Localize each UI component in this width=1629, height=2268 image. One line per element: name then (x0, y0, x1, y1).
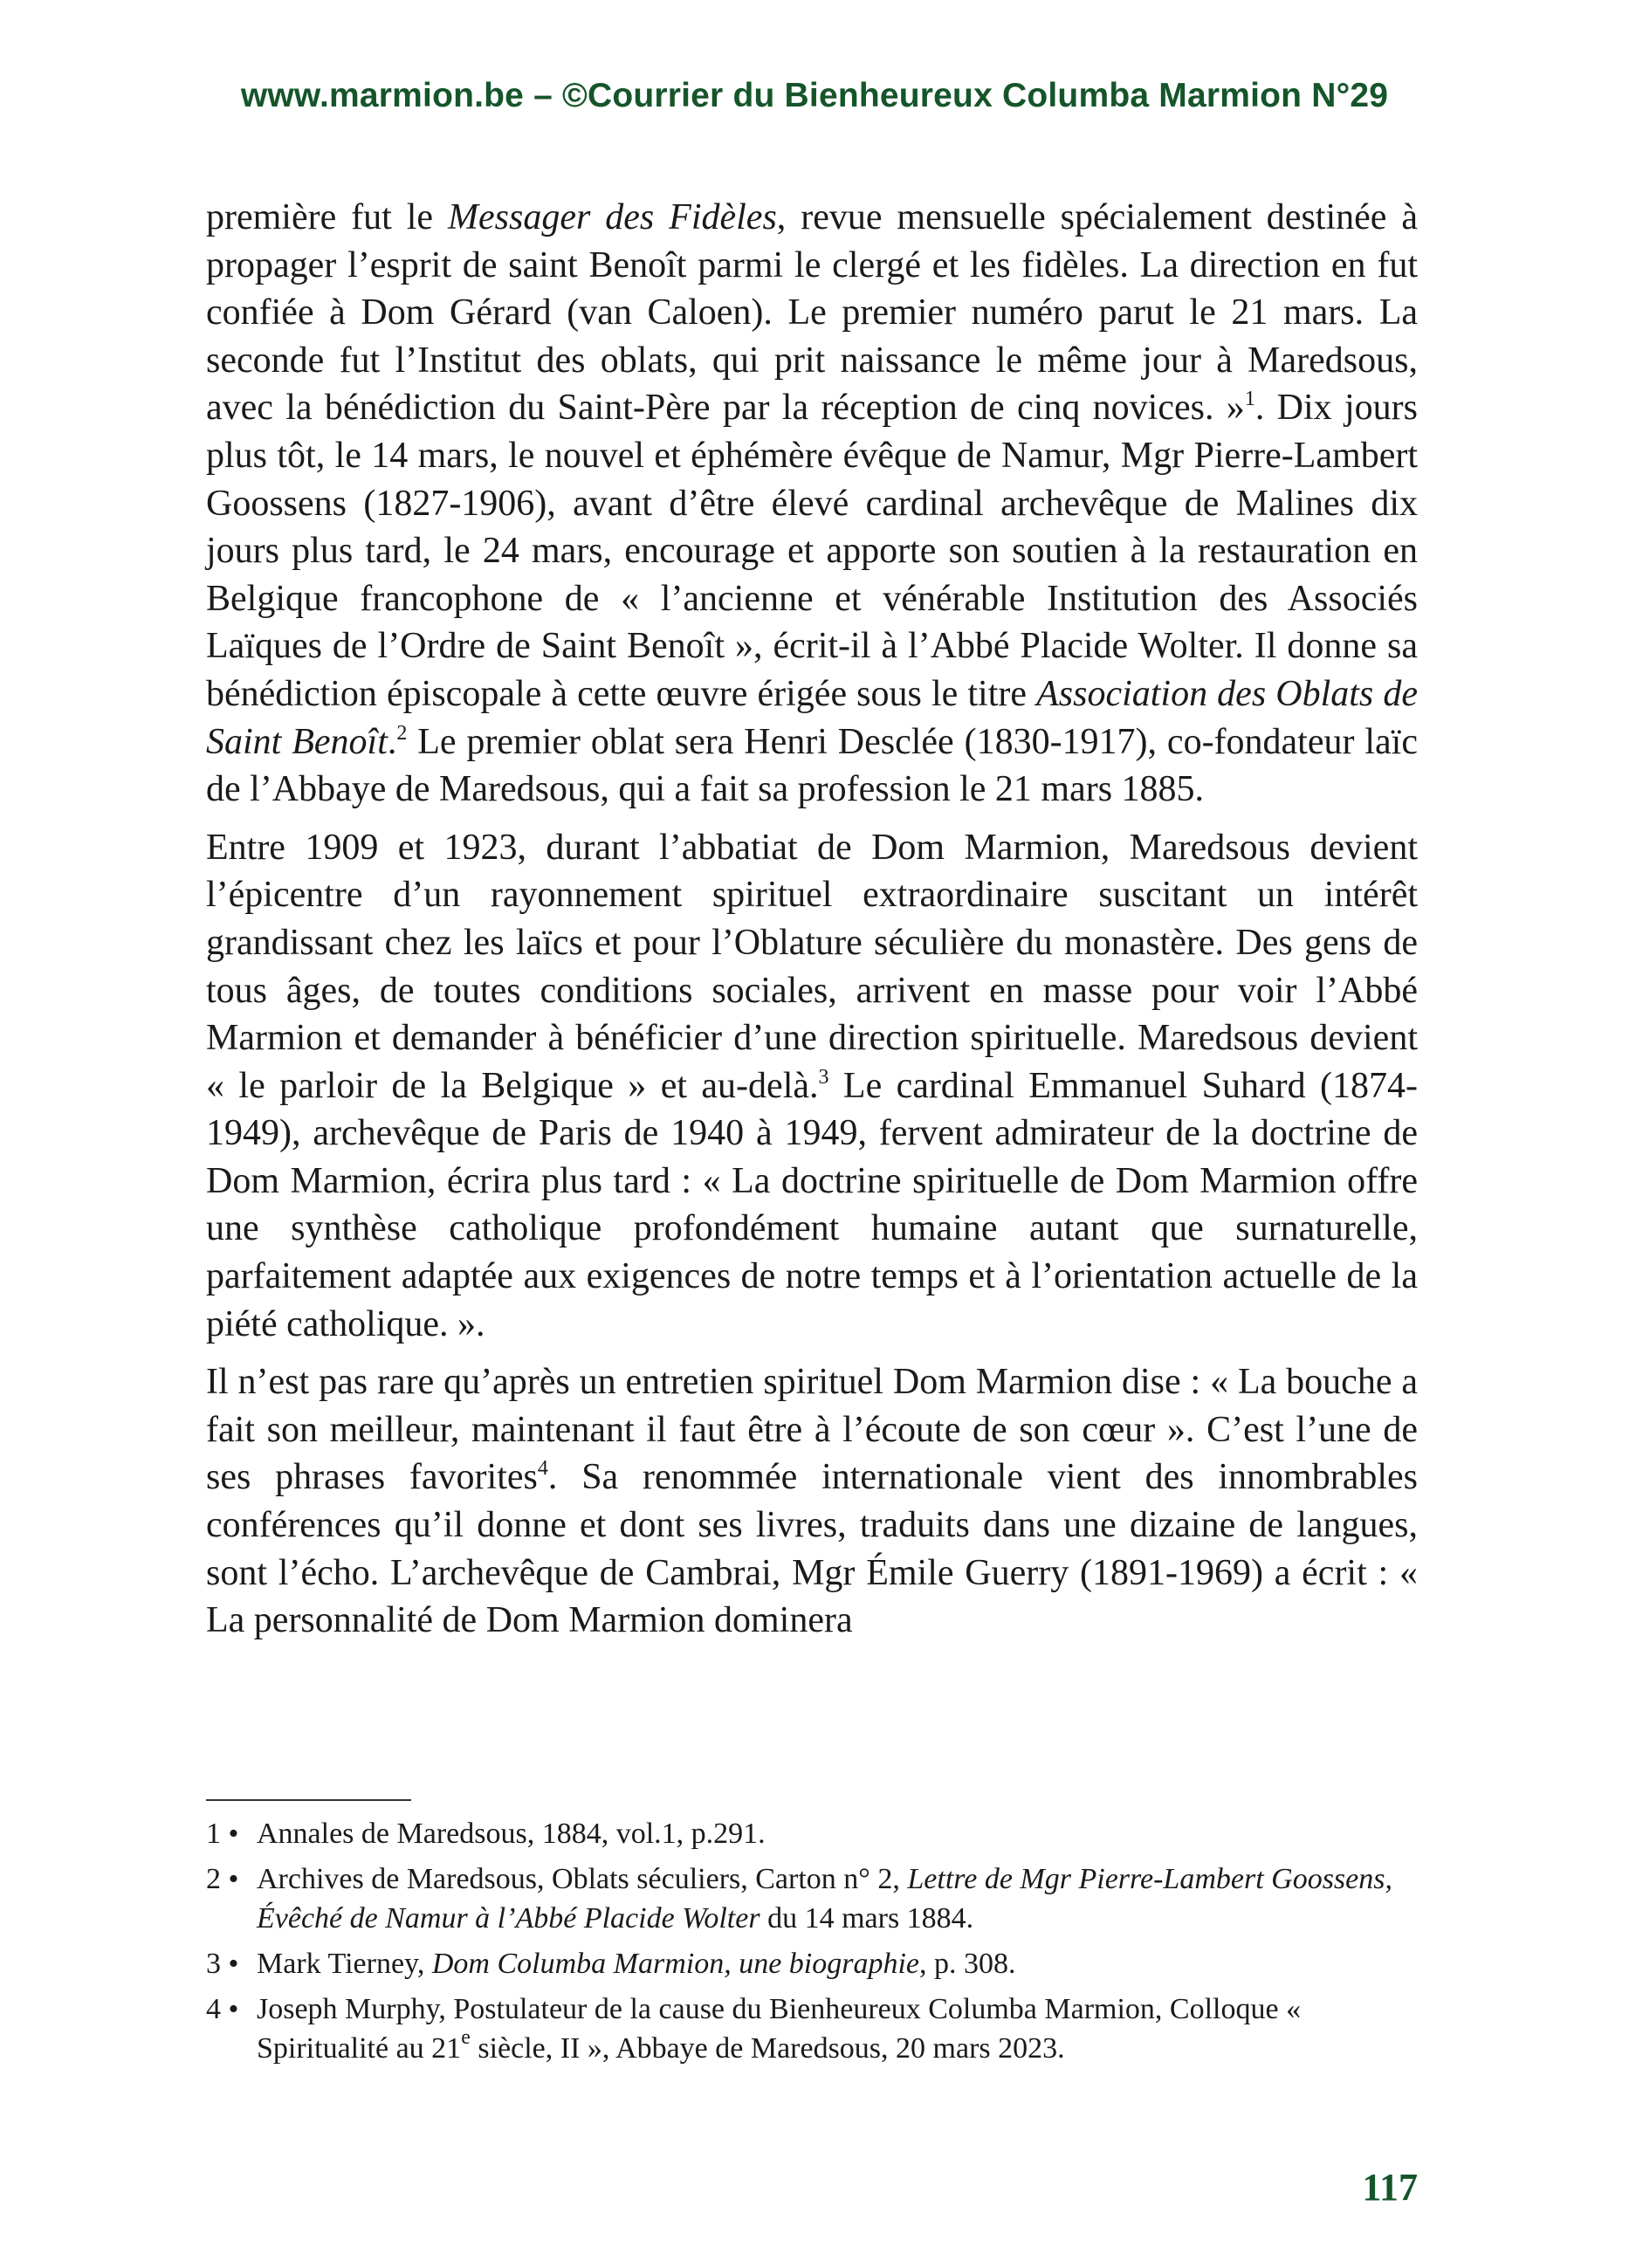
footnote-text: Joseph Murphy, Postulateur de la cause du Bienheureux Columba Marmion, Colloque « Spiritualité au 21 (257, 1993, 1302, 2065)
p3-text-a: Il n’est pas rare qu’après un entretien spirituel Dom Marmion dise : « La bouche a fait son meilleur, maintenant il faut être à l’écoute de son cœur ». C’est l’une de ses phrases favorites (206, 1362, 1418, 1498)
footnote-divider (206, 1799, 411, 1801)
paragraph-1 (206, 194, 1418, 814)
footnote-text: du 14 mars 1884. (760, 1902, 974, 1935)
footnote-number: 2 • (206, 1863, 239, 1895)
footnote-text: , p. 308. (919, 1948, 1016, 1980)
p1-text-e: Le premier oblat sera Henri Desclée (1830-1917), co-fondateur laïc de l’Abbaye de Maredsous, qui a fait sa profession le 21 mars 1885. (206, 721, 1418, 810)
footnote-number: 3 • (206, 1948, 239, 1980)
footnote-2 (206, 1859, 1428, 1938)
p1-text-a: première fut le (206, 197, 449, 237)
footnote-text: Mark Tierney, (257, 1948, 432, 1980)
p3-text-b: . Sa renommée internationale vient des innombrables conférences qu’il donne et dont ses livres, traduits dans une dizaine de langues, sont l’écho. L’archevêque de Cambrai, Mgr Émile Guerry (1891-1969) a écrit : « La personnalité de Dom Marmion dominera (206, 1457, 1419, 1641)
footnote-3 (206, 1944, 1428, 1983)
running-header: www.marmion.be – ©Courrier du Bienheureux Columba Marmion N°29 (240, 77, 1389, 114)
page-number: 117 (1362, 2166, 1418, 2209)
footnote-number: 1 • (206, 1818, 239, 1850)
footnote-4 (206, 1990, 1428, 2068)
footnote-ref-2[interactable]: 2 (396, 721, 408, 745)
p2-text-b: Le cardinal Emmanuel Suhard (1874-1949), archevêque de Paris de 1940 à 1949, fervent admirateur de la doctrine de Dom Marmion, écrira plus tard : « La doctrine spirituelle de Dom Marmion offre une synthèse catholique profondément humaine autant que surnaturelle, parfaitement adaptée aux exigences de notre temps et à l’orientation actuelle de la piété catholique. ». (206, 1065, 1418, 1344)
footnote-1 (206, 1814, 1428, 1853)
footnote-text: Archives de Maredsous, Oblats séculiers, Carton n° 2, (257, 1863, 908, 1895)
footnote-italic-title: Dom Columba Marmion, une biographie (431, 1948, 920, 1980)
paragraph-2 (206, 824, 1418, 1349)
p1-title-messager: Messager des Fidèles (448, 197, 777, 237)
footnote-ref-1[interactable]: 1 (1244, 388, 1255, 411)
footnote-superscript: e (461, 2026, 471, 2049)
footnote-number: 4 • (206, 1993, 239, 2025)
p1-text-c: . Dix jours plus tôt, le 14 mars, le nouvel et éphémère évêque de Namur, Mgr Pierre-Lambert Goossens (1827-1906), avant d’être élevé cardinal archevêque de Malines dix jours plus tard, le 24 mars, encourage et apporte son soutien à la restauration en Belgique francophone de « l’ancienne et vénérable Institution des Associés Laïques de l’Ordre de Saint Benoît », écrit-il à l’Abbé Placide Wolter. Il donne sa bénédiction épiscopale à cette œuvre érigée sous le titre (206, 388, 1418, 714)
footnote-text: Annales de Maredsous, 1884, vol.1, p.291. (257, 1818, 766, 1850)
footnotes (206, 1814, 1428, 2074)
p1-text-b: , revue mensuelle spécialement destinée à propager l’esprit de saint Benoît parmi le clergé et les fidèles. La direction en fut confiée à Dom Gérard (van Caloen). Le premier numéro parut le 21 mars. La seconde fut l’Institut des oblats, qui prit naissance le même jour à Maredsous, avec la bénédiction du Saint-Père par la réception de cinq novices. » (206, 197, 1418, 429)
paragraph-3 (206, 1358, 1418, 1645)
footnote-ref-3[interactable]: 3 (818, 1065, 829, 1089)
footnote-italic-title: Lettre de Mgr Pierre-Lambert Goossens, Évêché de Namur à l’Abbé Placide Wolter (257, 1863, 1392, 1935)
p2-text-a: Entre 1909 et 1923, durant l’abbatiat de Dom Marmion, Maredsous devient l’épicentre d’un rayonnement spirituel extraordinaire suscitant un intérêt grandissant chez les laïcs et pour l’Oblature séculière du monastère. Des gens de tous âges, de toutes conditions sociales, arrivent en masse pour voir l’Abbé Marmion et demander à bénéficier d’une direction spirituelle. Maredsous devient « le parloir de la Belgique » et au-delà. (206, 827, 1418, 1106)
footnote-text: siècle, II », Abbaye de Maredsous, 20 mars 2023. (470, 2032, 1065, 2065)
p1-title-association: Association des Oblats de Saint Benoît (206, 673, 1419, 762)
main-text (206, 194, 1418, 1655)
footnote-ref-4[interactable]: 4 (537, 1457, 548, 1481)
p1-text-d: . (387, 721, 397, 762)
